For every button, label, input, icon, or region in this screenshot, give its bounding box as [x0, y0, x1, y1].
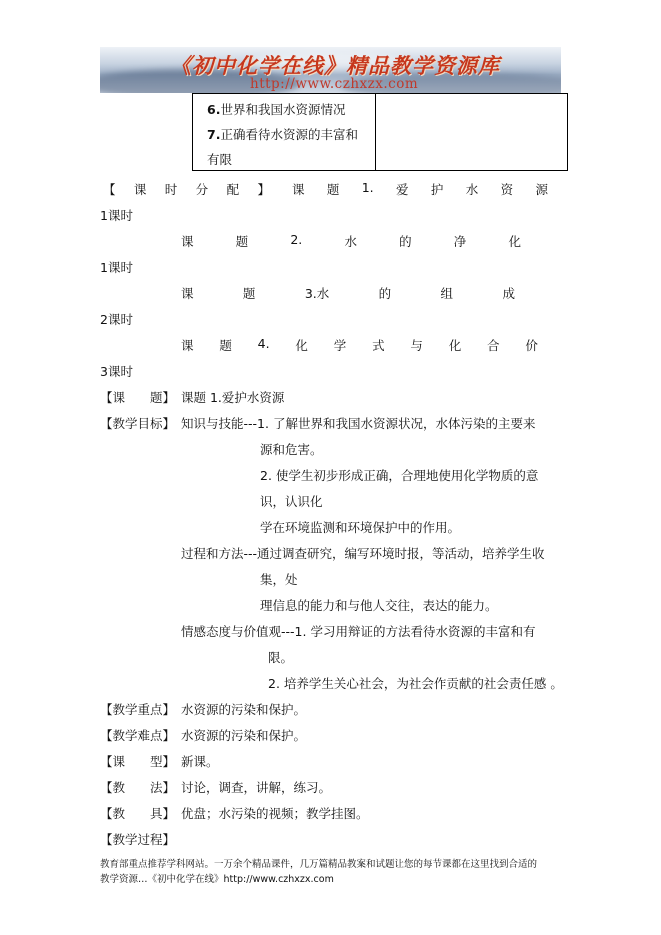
banner-url-link[interactable]: http://www.czhxzx.com — [250, 76, 419, 92]
goal-knowledge-1: 1. 了解世界和我国水资源状况，水体污染的主要来 — [257, 416, 536, 431]
goal-knowledge-prefix: 知识与技能--- — [181, 416, 258, 431]
goal-knowledge-2: 2. 使学生初步形成正确，合理地使用化学物质的意 — [260, 468, 539, 483]
goal-knowledge-2-cont: 识，认识化 — [260, 494, 323, 509]
difficulty-label: 【教学难点】 — [100, 728, 176, 743]
schedule-row-4: 课 题 4. 化 学 式 与 化 合 价 — [181, 336, 538, 353]
goal-knowledge-1-cont: 源和危害。 — [260, 442, 323, 457]
table-item-7-continued: 有限 — [207, 152, 233, 167]
goal-emotion-1-cont: 限。 — [268, 650, 294, 665]
item-text: 正确看待水资源的丰富和 — [220, 127, 358, 142]
footer-site-name: 教学资源…《初中化学在线》 — [100, 874, 224, 885]
tools-value: 优盘；水污染的视频；教学挂图。 — [181, 806, 369, 821]
goals-label: 【教学目标】 — [100, 416, 176, 431]
topic-value: 课题 1.爱护水资源 — [181, 390, 285, 405]
key-point-value: 水资源的污染和保护。 — [181, 702, 307, 717]
key-point-label: 【教学重点】 — [100, 702, 176, 717]
table-item-6 — [207, 100, 345, 118]
schedule-row-3-hours: 2课时 — [100, 312, 133, 327]
footer-line-1: 教育部重点推荐学科网站。一万余个精品课件，几万篇精品教案和试题让您的每节课都在这里找到合适的 — [100, 859, 538, 870]
item-number: 7. — [207, 127, 221, 142]
difficulty-value: 水资源的污染和保护。 — [181, 728, 307, 743]
goal-emotion-prefix: 情感态度与价值观--- — [181, 624, 295, 639]
goal-process-prefix: 过程和方法--- — [181, 546, 258, 561]
goal-process-cont: 理信息的能力和与他人交往，表达的能力。 — [260, 598, 498, 613]
tools-label: 【教 具】 — [100, 806, 176, 821]
footer-line-2 — [100, 871, 334, 885]
schedule-row-4-hours: 3课时 — [100, 364, 133, 379]
goal-process-text: 通过调查研究，编写环境时报，等活动，培养学生收 — [257, 546, 545, 561]
header-banner — [100, 47, 561, 93]
goal-process-line — [181, 544, 545, 562]
item-number: 6. — [207, 102, 221, 117]
goal-emotion-1: 1. 学习用辩证的方法看待水资源的丰富和有 — [294, 624, 536, 639]
schedule-row-1-hours: 1课时 — [100, 208, 133, 223]
process-label: 【教学过程】 — [100, 832, 176, 847]
method-label: 【教 法】 — [100, 780, 176, 795]
lesson-type-label: 【课 型】 — [100, 754, 176, 769]
schedule-row-2-hours: 1课时 — [100, 260, 133, 275]
goal-knowledge-line — [181, 414, 535, 432]
goal-process-cont: 集，处 — [260, 572, 298, 587]
topic-label: 【课 题】 — [100, 390, 176, 405]
schedule-row-2: 课 题 2. 水 的 净 化 — [181, 232, 521, 249]
schedule-label: 【 课 时 分 配 】 — [103, 182, 270, 197]
goal-emotion-line — [181, 622, 535, 640]
schedule-row-3: 课 题 3.水 的 组 成 — [181, 286, 515, 301]
table-column-divider — [375, 94, 376, 170]
table-item-7 — [207, 125, 358, 143]
banner-title: 《初中化学在线》精品教学资源库 — [170, 53, 500, 78]
footer-url-link[interactable]: http://www.czhxzx.com — [223, 874, 334, 885]
goal-knowledge-2-cont: 学在环境监测和环境保护中的作用。 — [260, 520, 461, 535]
method-value: 讨论，调查，讲解，练习。 — [181, 780, 332, 795]
item-text: 世界和我国水资源情况 — [220, 102, 346, 117]
schedule-row-1: 课 题 1. 爱 护 水 资 源 — [292, 180, 548, 197]
lesson-content-table — [192, 93, 568, 171]
goal-emotion-2: 2. 培养学生关心社会，为社会作贡献的社会责任感 。 — [268, 676, 563, 691]
lesson-type-value: 新课。 — [181, 754, 219, 769]
